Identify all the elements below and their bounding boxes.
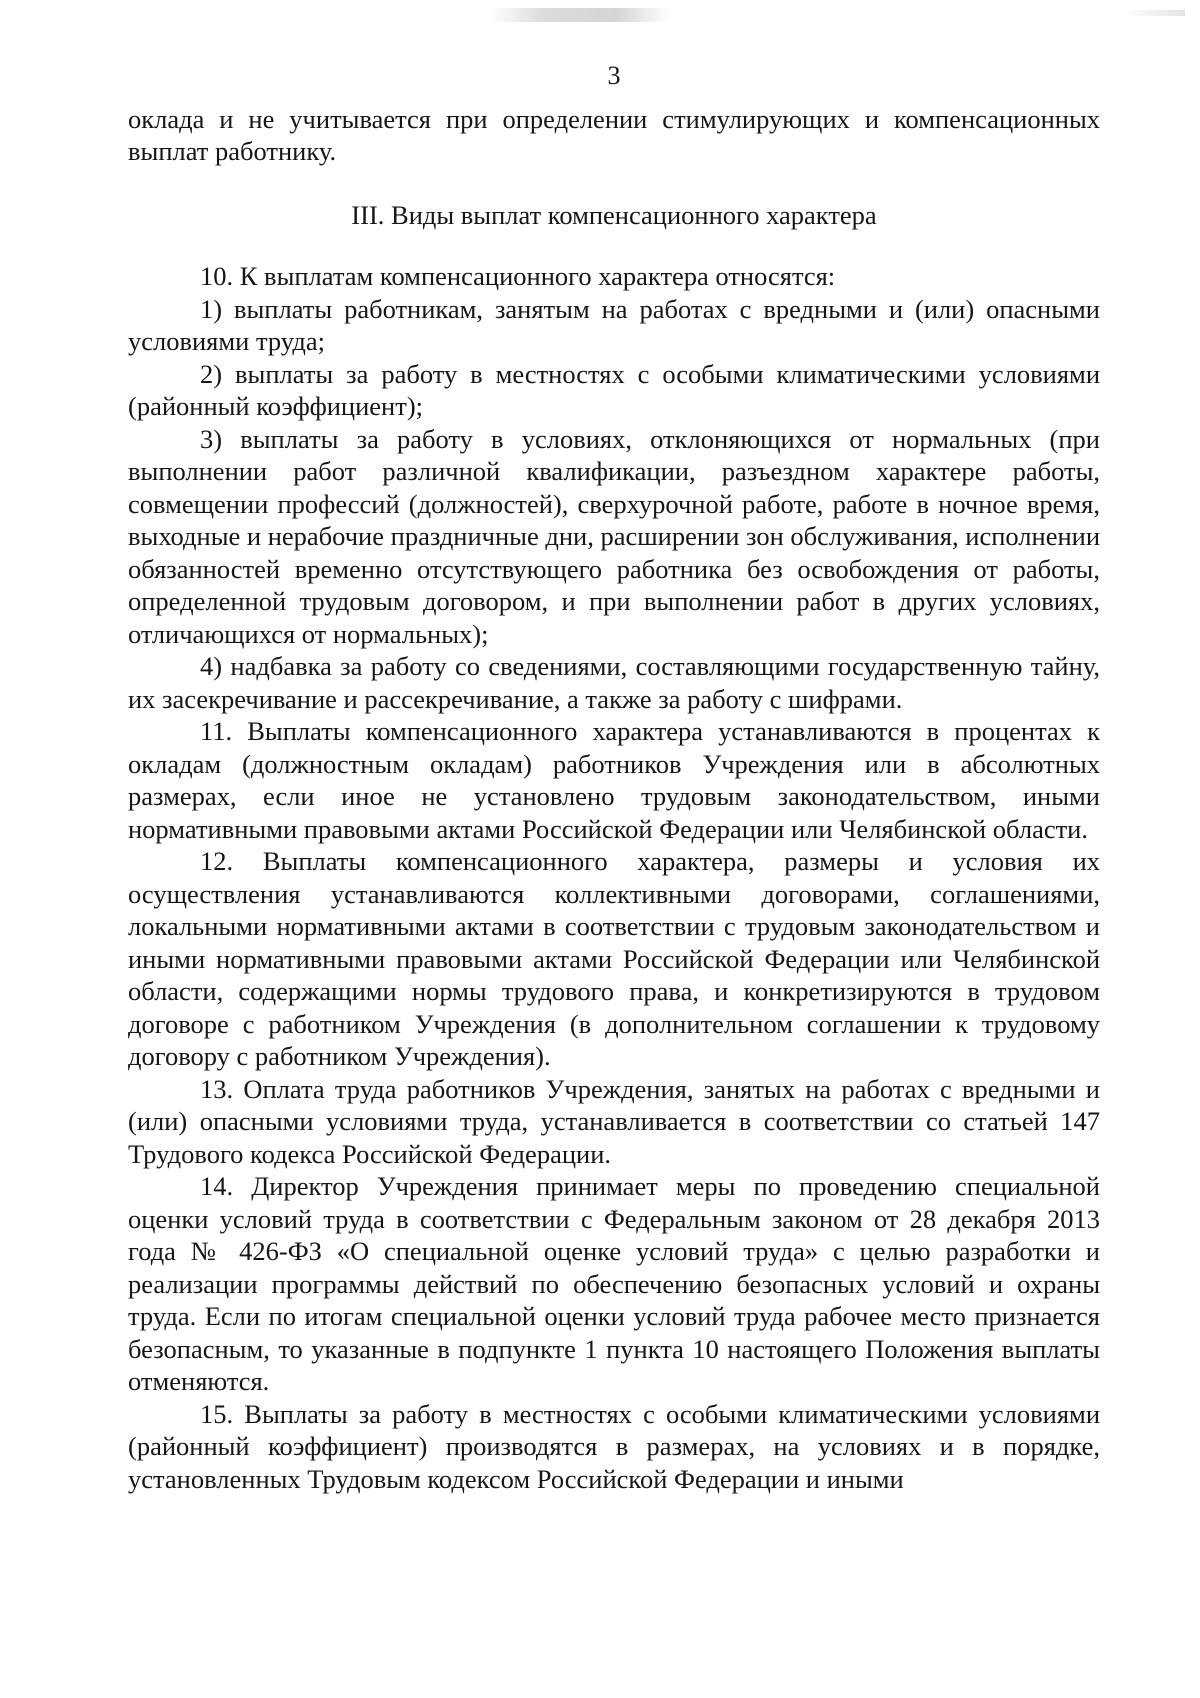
scan-artifact	[490, 8, 670, 22]
paragraph-10-item-1: 1) выплаты работникам, занятым на работах с вредными и (или) опасными условиями труда;	[128, 293, 1100, 356]
paragraph-12: 12. Выплаты компенсационного характера, размеры и условия их осуществления устанавливаются коллективными договорами, соглашениями, локальными нормативными актами в соответствии с трудовым законодательством и иными нормативными правовыми актами Российской Федерации или Челябинской области, содержащими нормы трудового права, и конкретизируются в трудовом договоре с работником Учреждения (в дополнительном соглашении к трудовому договору с работником Учреждения).	[128, 846, 1100, 1071]
paragraph-11: 11. Выплаты компенсационного характера устанавливаются в процентах к окладам (должностным окладам) работников Учреждения или в абсолютных размерах, если иное не установлено трудовым законодательством, иными нормативными правовыми актами Российской Федерации или Челябинской области.	[128, 716, 1100, 844]
paragraph-14: 14. Директор Учреждения принимает меры по проведению специальной оценки условий труда в соответствии с Федеральным законом от 28 декабря 2013 года № 426-ФЗ «О специальной оценке условий труда» с целью разработки и реализации программы действий по обеспечению безопасных условий и охраны труда. Если по итогам специальной оценки условий труда рабочее место признается безопасным, то указанные в подпункте 1 пункта 10 настоящего Положения выплаты отменяются.	[128, 1171, 1100, 1396]
page-number: 3	[607, 61, 621, 90]
paragraph-10: 10. К выплатам компенсационного характера относятся:	[200, 261, 836, 291]
intro-continuation-paragraph: оклада и не учитывается при определении стимулирующих и компенсационных выплат работнику.	[128, 103, 1100, 166]
document-body	[128, 60, 1100, 1495]
scan-artifact-right	[1125, 10, 1185, 16]
paragraph-15: 15. Выплаты за работу в местностях с особыми климатическими условиями (районный коэффициент) производятся в размерах, на условиях и в порядке, установленных Трудовым кодексом Российской Федерации и иными	[128, 1398, 1100, 1494]
paragraph-10-item-3: 3) выплаты за работу в условиях, отклоняющихся от нормальных (при выполнении работ различной квалификации, разъездном характере работы, совмещении профессий (должностей), сверхурочной работе, работе в ночное время, выходные и нерабочие праздничные дни, расширении зон обслуживания, исполнении обязанностей временно отсутствующего работника без освобождения от работы, определенной трудовым договором, и при выполнении работ в других условиях, отличающихся от нормальных);	[128, 423, 1100, 649]
paragraph-10-item-2: 2) выплаты за работу в местностях с особыми климатическими условиями (районный коэффициент);	[128, 358, 1100, 421]
paragraph-13: 13. Оплата труда работников Учреждения, занятых на работах с вредными и (или) опасными условиями труда, устанавливается в соответствии со статьей 147 Трудового кодекса Российской Федерации.	[128, 1073, 1100, 1169]
paragraph-10-item-4: 4) надбавка за работу со сведениями, составляющими государственную тайну, их засекречивание и рассекречивание, а также за работу с шифрами.	[128, 651, 1100, 714]
section-heading: III. Виды выплат компенсационного характера	[351, 199, 877, 230]
